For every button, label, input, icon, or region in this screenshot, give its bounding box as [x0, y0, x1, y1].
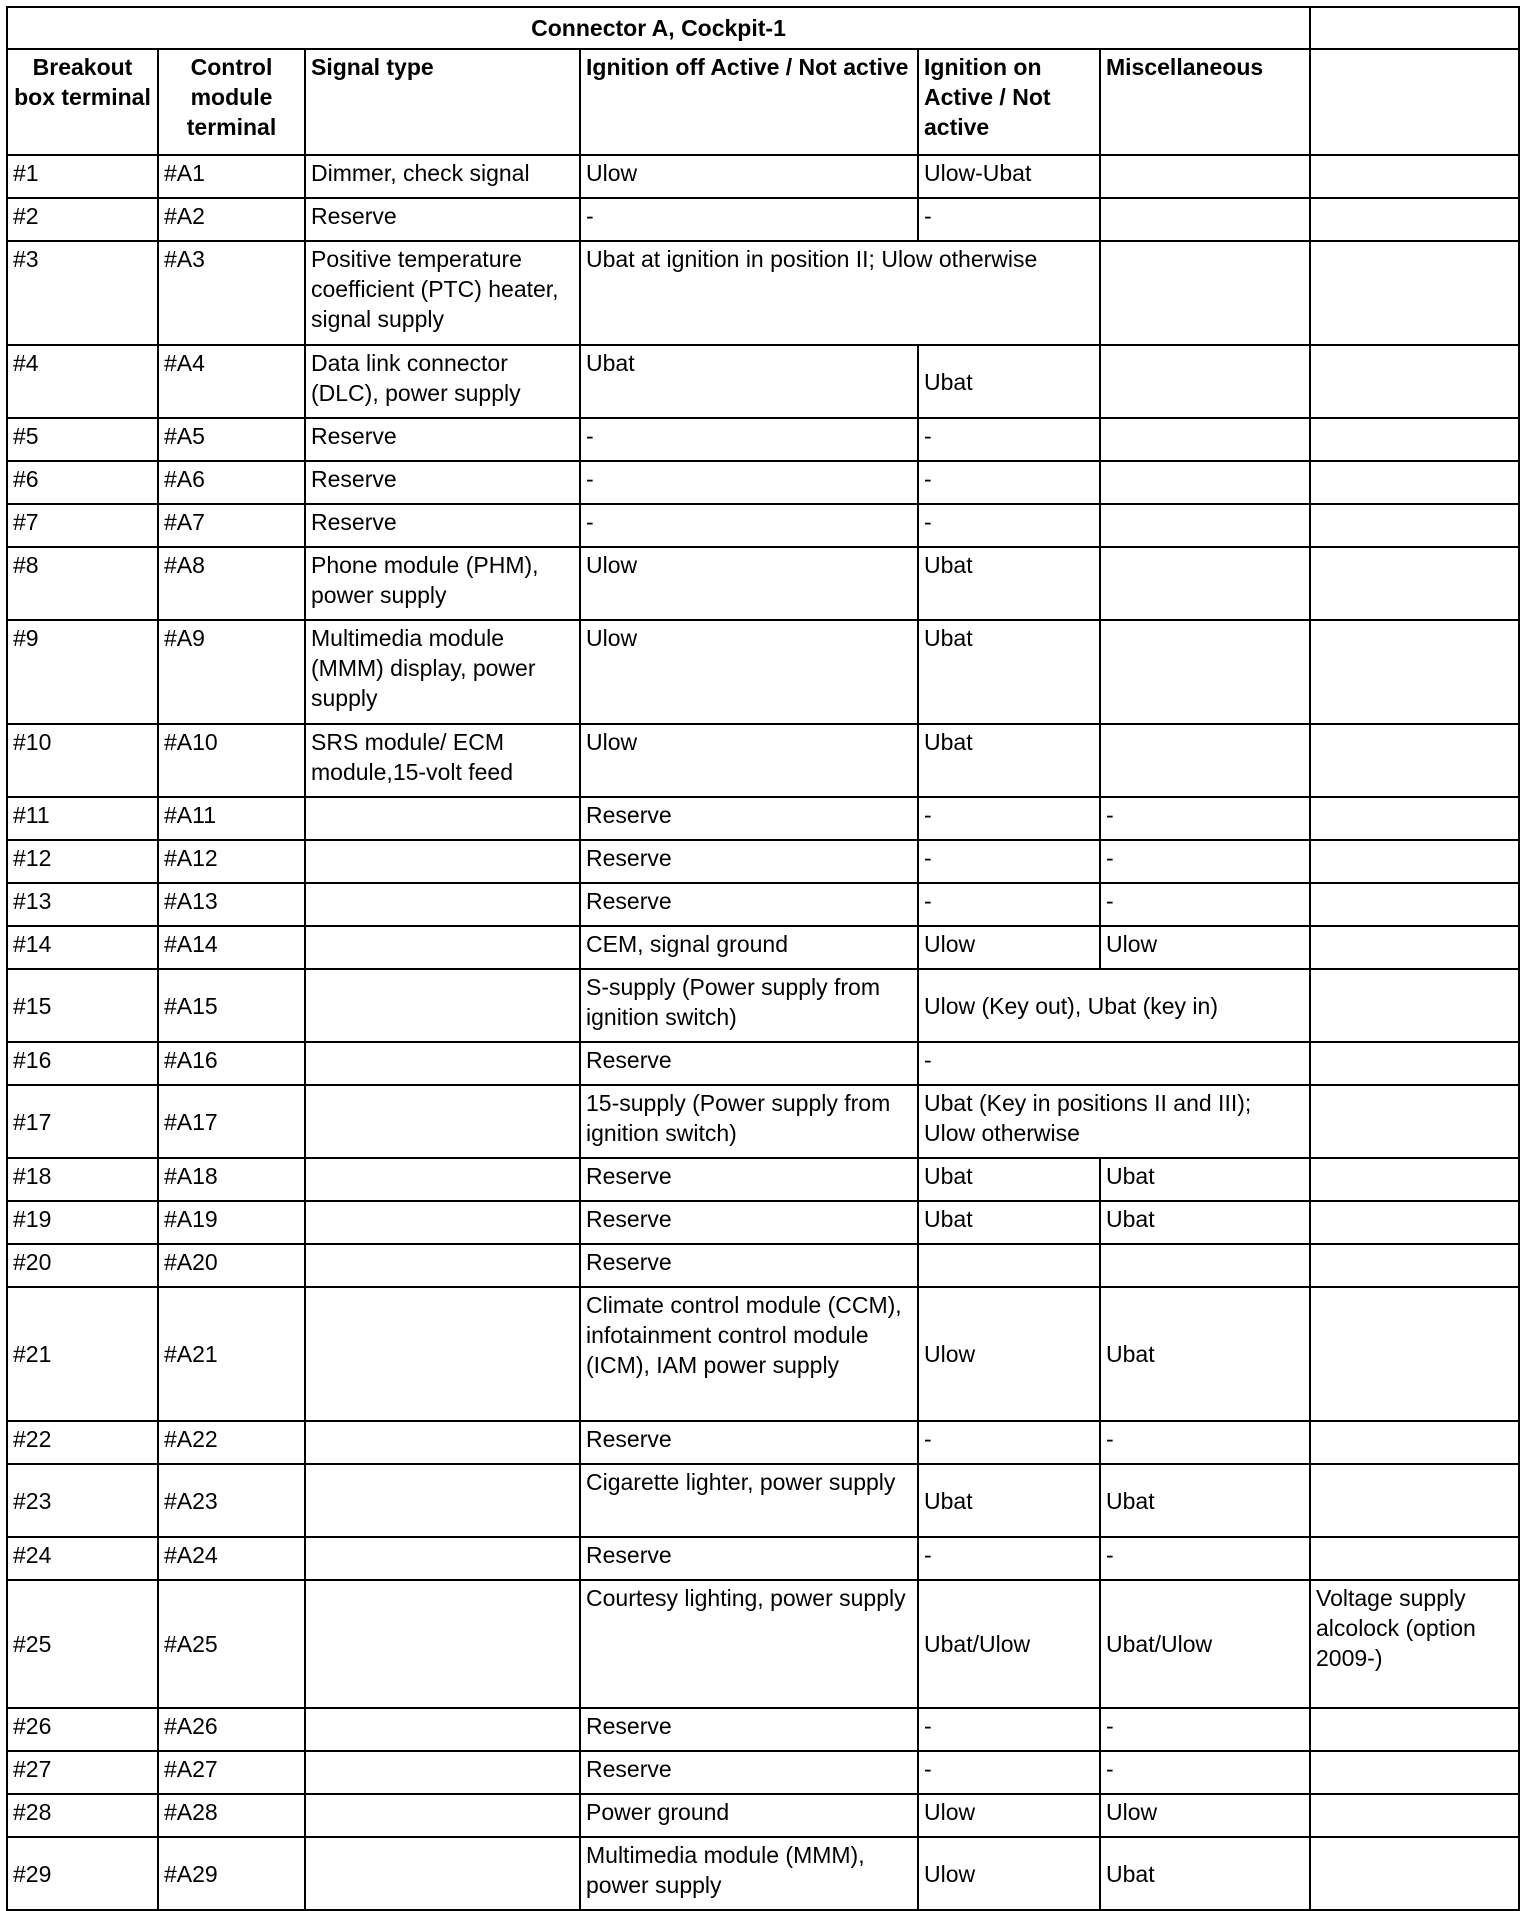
- control-module-terminal-cell: #A28: [158, 1794, 305, 1837]
- breakout-box-terminal-cell: #1: [7, 155, 158, 198]
- extra-notes-cell: [1310, 620, 1519, 724]
- table-row: [7, 418, 1519, 461]
- ignition-off-cell: Climate control module (CCM), infotainment control module (ICM), IAM power supply: [580, 1287, 918, 1421]
- header-miscellaneous: Miscellaneous: [1100, 49, 1310, 155]
- table-row: [7, 926, 1519, 969]
- extra-notes-cell: [1310, 1158, 1519, 1201]
- control-module-terminal-cell: #A23: [158, 1464, 305, 1537]
- extra-notes-cell: [1310, 1464, 1519, 1537]
- ignition-on-cell: Ubat: [918, 620, 1100, 724]
- table-row: [7, 155, 1519, 198]
- ignition-on-misc-cell: Ulow (Key out), Ubat (key in): [918, 969, 1310, 1042]
- breakout-box-terminal-cell: #10: [7, 724, 158, 797]
- ignition-off-cell: Ulow: [580, 724, 918, 797]
- table-row: [7, 547, 1519, 620]
- control-module-terminal-cell: #A4: [158, 345, 305, 418]
- extra-notes-cell: [1310, 969, 1519, 1042]
- signal-type-cell: [305, 840, 580, 883]
- ignition-off-cell: Reserve: [580, 1537, 918, 1580]
- miscellaneous-cell: Ubat/Ulow: [1100, 1580, 1310, 1708]
- ignition-off-cell: CEM, signal ground: [580, 926, 918, 969]
- miscellaneous-cell: Ubat: [1100, 1837, 1310, 1910]
- extra-notes-cell: [1310, 504, 1519, 547]
- control-module-terminal-cell: #A6: [158, 461, 305, 504]
- ignition-on-cell: -: [918, 1708, 1100, 1751]
- ignition-off-cell: Power ground: [580, 1794, 918, 1837]
- extra-notes-cell: [1310, 547, 1519, 620]
- extra-notes-cell: [1310, 345, 1519, 418]
- extra-notes-cell: [1310, 1042, 1519, 1085]
- breakout-box-terminal-cell: #3: [7, 241, 158, 345]
- ignition-on-cell: -: [918, 1537, 1100, 1580]
- signal-type-cell: Data link connector (DLC), power supply: [305, 345, 580, 418]
- ignition-on-cell: -: [918, 883, 1100, 926]
- control-module-terminal-cell: #A19: [158, 1201, 305, 1244]
- header-row: [7, 49, 1519, 155]
- extra-notes-cell: [1310, 198, 1519, 241]
- control-module-terminal-cell: #A15: [158, 969, 305, 1042]
- table-row: [7, 1464, 1519, 1537]
- miscellaneous-cell: Ubat: [1100, 1201, 1310, 1244]
- signal-type-cell: [305, 797, 580, 840]
- miscellaneous-cell: [1100, 345, 1310, 418]
- signal-type-cell: Positive temperature coefficient (PTC) heater, signal supply: [305, 241, 580, 345]
- miscellaneous-cell: -: [1100, 883, 1310, 926]
- ignition-off-cell: -: [580, 418, 918, 461]
- miscellaneous-cell: [1100, 155, 1310, 198]
- ignition-on-misc-cell: -: [918, 1042, 1310, 1085]
- extra-notes-cell: [1310, 883, 1519, 926]
- control-module-terminal-cell: #A24: [158, 1537, 305, 1580]
- breakout-box-terminal-cell: #17: [7, 1085, 158, 1158]
- signal-type-cell: Reserve: [305, 418, 580, 461]
- miscellaneous-cell: -: [1100, 840, 1310, 883]
- extra-notes-cell: [1310, 840, 1519, 883]
- breakout-box-terminal-cell: #19: [7, 1201, 158, 1244]
- ignition-on-cell: -: [918, 461, 1100, 504]
- ignition-off-cell: S-supply (Power supply from ignition switch): [580, 969, 918, 1042]
- control-module-terminal-cell: #A3: [158, 241, 305, 345]
- header-ignition-off: Ignition off Active / Not active: [580, 49, 918, 155]
- signal-type-cell: [305, 1085, 580, 1158]
- table-row: [7, 1042, 1519, 1085]
- extra-notes-cell: [1310, 724, 1519, 797]
- title-extra-cell: [1310, 7, 1519, 49]
- miscellaneous-cell: [1100, 461, 1310, 504]
- signal-type-cell: [305, 883, 580, 926]
- ignition-on-cell: [918, 1244, 1100, 1287]
- extra-notes-cell: [1310, 1244, 1519, 1287]
- miscellaneous-cell: [1100, 504, 1310, 547]
- signal-type-cell: Multimedia module (MMM) display, power supply: [305, 620, 580, 724]
- ignition-off-on-cell: Ubat at ignition in position II; Ulow otherwise: [580, 241, 1100, 345]
- breakout-box-terminal-cell: #28: [7, 1794, 158, 1837]
- control-module-terminal-cell: #A17: [158, 1085, 305, 1158]
- extra-notes-cell: [1310, 1837, 1519, 1910]
- control-module-terminal-cell: #A7: [158, 504, 305, 547]
- breakout-box-terminal-cell: #6: [7, 461, 158, 504]
- signal-type-cell: Reserve: [305, 461, 580, 504]
- table-row: [7, 1421, 1519, 1464]
- ignition-off-cell: -: [580, 461, 918, 504]
- breakout-box-terminal-cell: #2: [7, 198, 158, 241]
- header-control-module-terminal: Control module terminal: [158, 49, 305, 155]
- extra-notes-cell: [1310, 797, 1519, 840]
- miscellaneous-cell: -: [1100, 1751, 1310, 1794]
- table-row: [7, 883, 1519, 926]
- ignition-off-cell: Multimedia module (MMM), power supply: [580, 1837, 918, 1910]
- ignition-off-cell: Reserve: [580, 840, 918, 883]
- extra-notes-cell: Voltage supply alcolock (option 2009-): [1310, 1580, 1519, 1708]
- ignition-off-cell: -: [580, 504, 918, 547]
- breakout-box-terminal-cell: #27: [7, 1751, 158, 1794]
- control-module-terminal-cell: #A11: [158, 797, 305, 840]
- ignition-on-cell: -: [918, 797, 1100, 840]
- miscellaneous-cell: -: [1100, 1537, 1310, 1580]
- miscellaneous-cell: -: [1100, 797, 1310, 840]
- table-row: [7, 840, 1519, 883]
- table-row: [7, 241, 1519, 345]
- breakout-box-terminal-cell: #11: [7, 797, 158, 840]
- table-row: [7, 620, 1519, 724]
- extra-notes-cell: [1310, 1085, 1519, 1158]
- breakout-box-terminal-cell: #16: [7, 1042, 158, 1085]
- ignition-on-cell: Ubat: [918, 1158, 1100, 1201]
- breakout-box-terminal-cell: #21: [7, 1287, 158, 1421]
- miscellaneous-cell: Ubat: [1100, 1158, 1310, 1201]
- control-module-terminal-cell: #A2: [158, 198, 305, 241]
- header-extra-cell: [1310, 49, 1519, 155]
- extra-notes-cell: [1310, 418, 1519, 461]
- table-row: [7, 969, 1519, 1042]
- extra-notes-cell: [1310, 926, 1519, 969]
- ignition-on-cell: Ulow: [918, 1794, 1100, 1837]
- signal-type-cell: Dimmer, check signal: [305, 155, 580, 198]
- table-row: [7, 1794, 1519, 1837]
- ignition-off-cell: -: [580, 198, 918, 241]
- table-row: [7, 198, 1519, 241]
- table-row: [7, 1708, 1519, 1751]
- breakout-box-terminal-cell: #13: [7, 883, 158, 926]
- signal-type-cell: SRS module/ ECM module,15-volt feed: [305, 724, 580, 797]
- signal-type-cell: [305, 1537, 580, 1580]
- ignition-off-cell: 15-supply (Power supply from ignition switch): [580, 1085, 918, 1158]
- ignition-off-cell: Ulow: [580, 547, 918, 620]
- miscellaneous-cell: Ulow: [1100, 926, 1310, 969]
- ignition-on-cell: Ulow: [918, 926, 1100, 969]
- extra-notes-cell: [1310, 155, 1519, 198]
- breakout-box-terminal-cell: #7: [7, 504, 158, 547]
- control-module-terminal-cell: #A21: [158, 1287, 305, 1421]
- signal-type-cell: [305, 1287, 580, 1421]
- header-signal-type: Signal type: [305, 49, 580, 155]
- miscellaneous-cell: Ulow: [1100, 1794, 1310, 1837]
- ignition-off-cell: Reserve: [580, 1158, 918, 1201]
- ignition-on-cell: Ubat: [918, 547, 1100, 620]
- ignition-off-cell: Reserve: [580, 1751, 918, 1794]
- control-module-terminal-cell: #A20: [158, 1244, 305, 1287]
- breakout-box-terminal-cell: #26: [7, 1708, 158, 1751]
- table-row: [7, 504, 1519, 547]
- control-module-terminal-cell: #A8: [158, 547, 305, 620]
- table-row: [7, 1751, 1519, 1794]
- miscellaneous-cell: [1100, 418, 1310, 461]
- signal-type-cell: Phone module (PHM), power supply: [305, 547, 580, 620]
- breakout-box-terminal-cell: #14: [7, 926, 158, 969]
- breakout-box-terminal-cell: #15: [7, 969, 158, 1042]
- header-ignition-on: Ignition on Active / Not active: [918, 49, 1100, 155]
- breakout-box-terminal-cell: #4: [7, 345, 158, 418]
- table-row: [7, 1287, 1519, 1421]
- ignition-on-cell: Ulow: [918, 1837, 1100, 1910]
- ignition-on-cell: Ulow-Ubat: [918, 155, 1100, 198]
- breakout-box-terminal-cell: #20: [7, 1244, 158, 1287]
- ignition-on-cell: Ubat: [918, 1464, 1100, 1537]
- breakout-box-terminal-cell: #5: [7, 418, 158, 461]
- control-module-terminal-cell: #A9: [158, 620, 305, 724]
- table-body: [7, 7, 1519, 1910]
- breakout-box-terminal-cell: #9: [7, 620, 158, 724]
- signal-type-cell: [305, 1158, 580, 1201]
- ignition-on-cell: -: [918, 198, 1100, 241]
- table-row: [7, 1537, 1519, 1580]
- miscellaneous-cell: [1100, 198, 1310, 241]
- signal-type-cell: [305, 1580, 580, 1708]
- extra-notes-cell: [1310, 241, 1519, 345]
- ignition-off-cell: Reserve: [580, 1201, 918, 1244]
- ignition-on-cell: Ubat/Ulow: [918, 1580, 1100, 1708]
- table-row: [7, 1201, 1519, 1244]
- signal-type-cell: [305, 1751, 580, 1794]
- ignition-off-cell: Reserve: [580, 797, 918, 840]
- table-title: Connector A, Cockpit-1: [7, 7, 1310, 49]
- breakout-box-terminal-cell: #8: [7, 547, 158, 620]
- miscellaneous-cell: -: [1100, 1708, 1310, 1751]
- ignition-off-cell: Reserve: [580, 1421, 918, 1464]
- breakout-box-terminal-cell: #24: [7, 1537, 158, 1580]
- miscellaneous-cell: Ubat: [1100, 1464, 1310, 1537]
- miscellaneous-cell: [1100, 241, 1310, 345]
- ignition-off-cell: Ubat: [580, 345, 918, 418]
- extra-notes-cell: [1310, 1421, 1519, 1464]
- title-row: [7, 7, 1519, 49]
- ignition-on-cell: -: [918, 1751, 1100, 1794]
- ignition-off-cell: Reserve: [580, 1042, 918, 1085]
- signal-type-cell: Reserve: [305, 198, 580, 241]
- table-row: [7, 724, 1519, 797]
- signal-type-cell: [305, 1464, 580, 1537]
- control-module-terminal-cell: #A22: [158, 1421, 305, 1464]
- breakout-box-terminal-cell: #22: [7, 1421, 158, 1464]
- table-row: [7, 1580, 1519, 1708]
- miscellaneous-cell: -: [1100, 1421, 1310, 1464]
- ignition-on-cell: Ulow: [918, 1287, 1100, 1421]
- signal-type-cell: [305, 1042, 580, 1085]
- table-row: [7, 461, 1519, 504]
- miscellaneous-cell: [1100, 1244, 1310, 1287]
- control-module-terminal-cell: #A16: [158, 1042, 305, 1085]
- control-module-terminal-cell: #A25: [158, 1580, 305, 1708]
- ignition-off-cell: Reserve: [580, 1244, 918, 1287]
- extra-notes-cell: [1310, 1708, 1519, 1751]
- control-module-terminal-cell: #A26: [158, 1708, 305, 1751]
- ignition-on-cell: Ubat: [918, 724, 1100, 797]
- signal-type-cell: [305, 969, 580, 1042]
- ignition-on-cell: -: [918, 840, 1100, 883]
- signal-type-cell: [305, 1794, 580, 1837]
- breakout-box-terminal-cell: #29: [7, 1837, 158, 1910]
- table-row: [7, 1837, 1519, 1910]
- connector-table-sheet: [6, 6, 1518, 1898]
- signal-type-cell: [305, 1837, 580, 1910]
- ignition-on-misc-cell: Ubat (Key in positions II and III); Ulow otherwise: [918, 1085, 1310, 1158]
- table-row: [7, 1158, 1519, 1201]
- miscellaneous-cell: [1100, 620, 1310, 724]
- signal-type-cell: [305, 1244, 580, 1287]
- control-module-terminal-cell: #A5: [158, 418, 305, 461]
- signal-type-cell: [305, 1708, 580, 1751]
- extra-notes-cell: [1310, 1201, 1519, 1244]
- breakout-box-terminal-cell: #12: [7, 840, 158, 883]
- ignition-on-cell: Ubat: [918, 345, 1100, 418]
- signal-type-cell: [305, 1201, 580, 1244]
- extra-notes-cell: [1310, 1537, 1519, 1580]
- extra-notes-cell: [1310, 461, 1519, 504]
- ignition-off-cell: Ulow: [580, 620, 918, 724]
- control-module-terminal-cell: #A1: [158, 155, 305, 198]
- connector-a-table: [6, 6, 1520, 1911]
- header-breakout-box-terminal: Breakout box terminal: [7, 49, 158, 155]
- table-row: [7, 1244, 1519, 1287]
- extra-notes-cell: [1310, 1287, 1519, 1421]
- ignition-off-cell: Courtesy lighting, power supply: [580, 1580, 918, 1708]
- miscellaneous-cell: [1100, 724, 1310, 797]
- control-module-terminal-cell: #A10: [158, 724, 305, 797]
- ignition-off-cell: Cigarette lighter, power supply: [580, 1464, 918, 1537]
- breakout-box-terminal-cell: #25: [7, 1580, 158, 1708]
- extra-notes-cell: [1310, 1751, 1519, 1794]
- signal-type-cell: [305, 926, 580, 969]
- control-module-terminal-cell: #A12: [158, 840, 305, 883]
- extra-notes-cell: [1310, 1794, 1519, 1837]
- ignition-off-cell: Ulow: [580, 155, 918, 198]
- ignition-on-cell: -: [918, 504, 1100, 547]
- miscellaneous-cell: [1100, 547, 1310, 620]
- control-module-terminal-cell: #A13: [158, 883, 305, 926]
- ignition-on-cell: -: [918, 418, 1100, 461]
- ignition-off-cell: Reserve: [580, 883, 918, 926]
- control-module-terminal-cell: #A27: [158, 1751, 305, 1794]
- breakout-box-terminal-cell: #18: [7, 1158, 158, 1201]
- table-row: [7, 1085, 1519, 1158]
- signal-type-cell: Reserve: [305, 504, 580, 547]
- control-module-terminal-cell: #A14: [158, 926, 305, 969]
- miscellaneous-cell: Ubat: [1100, 1287, 1310, 1421]
- signal-type-cell: [305, 1421, 580, 1464]
- ignition-off-cell: Reserve: [580, 1708, 918, 1751]
- table-row: [7, 345, 1519, 418]
- control-module-terminal-cell: #A18: [158, 1158, 305, 1201]
- ignition-on-cell: -: [918, 1421, 1100, 1464]
- control-module-terminal-cell: #A29: [158, 1837, 305, 1910]
- ignition-on-cell: Ubat: [918, 1201, 1100, 1244]
- table-row: [7, 797, 1519, 840]
- breakout-box-terminal-cell: #23: [7, 1464, 158, 1537]
